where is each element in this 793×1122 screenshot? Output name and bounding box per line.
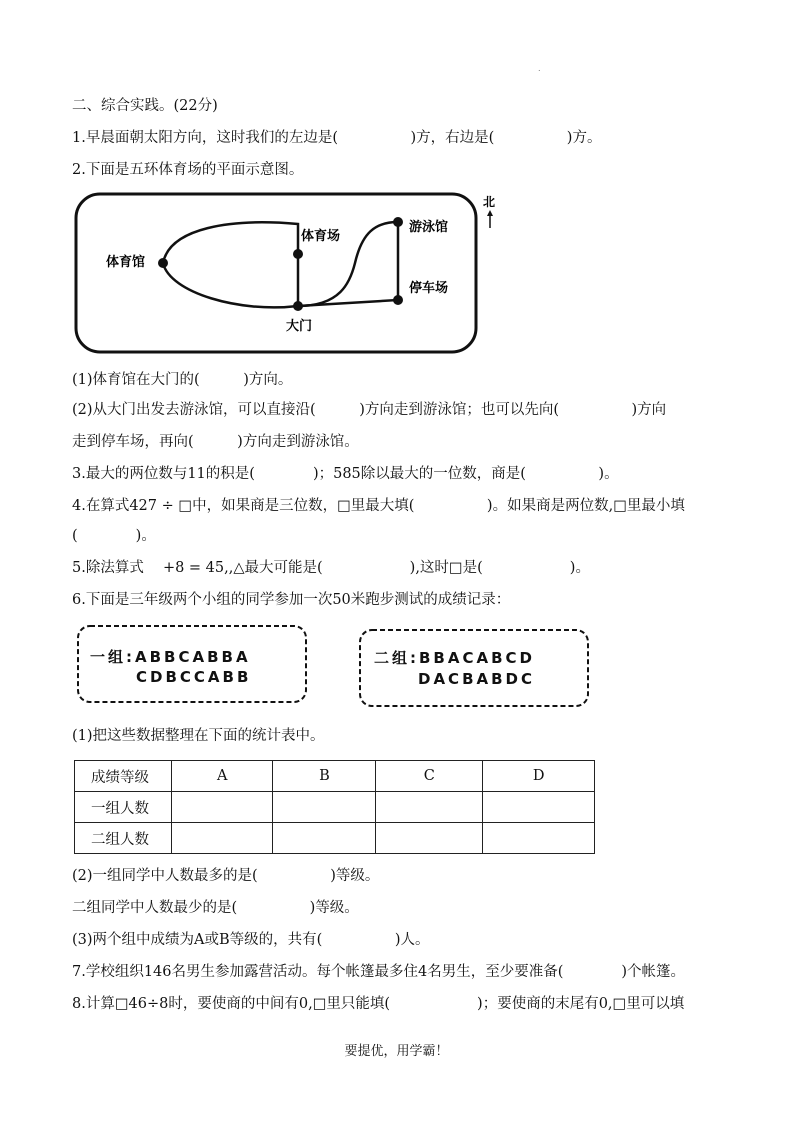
- gate-dot: [293, 301, 303, 311]
- group2-line1: BBACABCD: [419, 649, 535, 667]
- table-cell[interactable]: [273, 792, 376, 823]
- table-header-cell: B: [273, 761, 376, 792]
- table-header-row: [75, 761, 595, 792]
- north-label: 北: [483, 195, 496, 209]
- gym-dot: [158, 258, 168, 268]
- question-7: 7.学校组织146名男生参加露营活动。每个帐篷最多住4名男生，至少要准备( )个帐篷。: [72, 964, 686, 980]
- stadium-dot: [293, 249, 303, 259]
- gym-loop: [163, 222, 298, 307]
- question-1: 1.早晨面朝太阳方向，这时我们的左边是( )方，右边是( )方。: [72, 130, 602, 146]
- group1-label: 一组:: [90, 648, 135, 666]
- table-row-label: 二组人数: [75, 823, 172, 854]
- parking-label: 停车场: [409, 281, 449, 296]
- table-row: [75, 823, 595, 854]
- table-cell[interactable]: [172, 823, 273, 854]
- question-6-3: (3)两个组中成绩为A或B等级的，共有( )人。: [72, 932, 430, 948]
- question-5: 5.除法算式 +8 = 45,,△最大可能是( ),这时□是( )。: [72, 560, 590, 576]
- question-8: 8.计算□46÷8时，要使商的中间有0,□里只能填( )；要使商的末尾有0,□里可以填: [72, 996, 685, 1012]
- question-4a: 4.在算式427 ÷ □中，如果商是三位数，□里最大填( )。如果商是两位数,□里最小填: [72, 498, 685, 514]
- table-header-cell: 成绩等级: [75, 761, 172, 792]
- table-cell[interactable]: [483, 792, 595, 823]
- pool-dot: [393, 217, 403, 227]
- pool-label: 游泳馆: [409, 220, 449, 235]
- group1-line1: ABBCABBA: [135, 648, 251, 666]
- table-header-cell: D: [483, 761, 595, 792]
- question-6: 6.下面是三年级两个小组的同学参加一次50米跑步测试的成绩记录：: [72, 592, 511, 608]
- table-header-cell: A: [172, 761, 273, 792]
- question-3: 3.最大的两位数与11的积是( )；585除以最大的一位数，商是( )。: [72, 466, 619, 482]
- table-cell[interactable]: [172, 792, 273, 823]
- question-6-1: (1)把这些数据整理在下面的统计表中。: [72, 728, 325, 744]
- group2-label: 二组:: [374, 649, 419, 667]
- question-4b: ( )。: [72, 528, 156, 544]
- table-cell[interactable]: [483, 823, 595, 854]
- group1-record: [90, 646, 251, 667]
- table-cell[interactable]: [376, 792, 483, 823]
- page-dot: .: [538, 64, 541, 73]
- group2-line2: DACBABDC: [418, 670, 536, 688]
- question-2-2a: (2)从大门出发去游泳馆，可以直接沿( )方向走到游泳馆；也可以先向( )方向: [72, 402, 667, 418]
- footer-slogan: 要提优，用学霸！: [344, 1044, 449, 1059]
- table-cell[interactable]: [376, 823, 483, 854]
- gym-label: 体育馆: [106, 255, 146, 270]
- parking-dot: [393, 295, 403, 305]
- group2-record: [374, 647, 535, 668]
- north-arrowhead-icon: [487, 210, 493, 216]
- table-cell[interactable]: [273, 823, 376, 854]
- table-header-cell: C: [376, 761, 483, 792]
- record-box-2: [356, 626, 592, 710]
- question-6-2b: 二组同学中人数最少的是( )等级。: [72, 900, 359, 916]
- stats-table: [74, 760, 595, 854]
- question-6-2a: (2)一组同学中人数最多的是( )等级。: [72, 868, 380, 884]
- question-2-2b: 走到停车场，再向( )方向走到游泳馆。: [72, 434, 359, 450]
- stadium-label: 体育场: [301, 229, 341, 244]
- question-2: 2.下面是五环体育场的平面示意图。: [72, 162, 304, 178]
- gate-label: 大门: [286, 319, 313, 334]
- table-row-label: 一组人数: [75, 792, 172, 823]
- group1-line2: CDBCCABB: [136, 668, 252, 686]
- table-row: [75, 792, 595, 823]
- question-2-1: (1)体育馆在大门的( )方向。: [72, 372, 293, 388]
- map-border: [76, 194, 476, 352]
- section-title: 二、综合实践。(22分): [72, 98, 218, 114]
- stadium-map: [70, 188, 510, 358]
